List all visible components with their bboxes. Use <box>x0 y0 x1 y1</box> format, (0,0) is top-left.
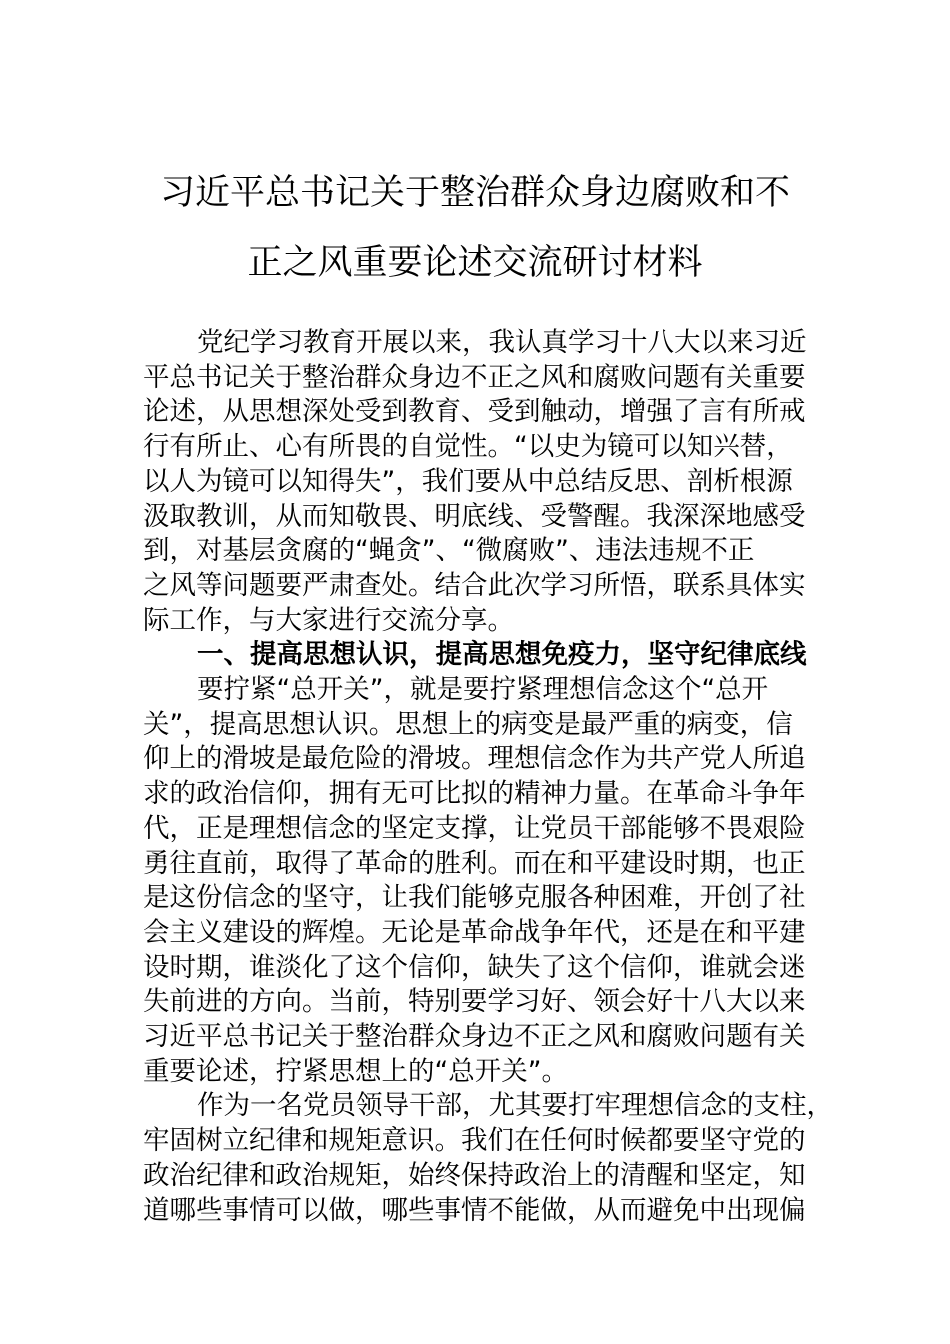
paragraph-line: 党纪学习教育开展以来，我认真学习十八大以来习近 <box>197 327 807 358</box>
paragraph-line: 牢固树立纪律和规矩意识。我们在任何时候都要坚守党的 <box>143 1125 806 1157</box>
paragraph-line: 关”，提高思想认识。思想上的病变是最严重的病变，信 <box>143 708 793 740</box>
title-line-1: 习近平总书记关于整治群众身边腐败和不 <box>159 173 790 213</box>
paragraph-line: 以人为镜可以知得失”，我们要从中总结反思、剖析根源 <box>143 465 793 497</box>
document-title <box>140 158 810 298</box>
paragraph-line: 道哪些事情可以做，哪些事情不能做，从而避免中出现偏 <box>143 1194 806 1226</box>
paragraph-line: 代，正是理想信念的坚定支撑，让党员干部能够不畏艰险 <box>143 812 806 844</box>
section-heading: 一、提高思想认识，提高思想免疫力，坚守纪律底线 <box>197 639 807 671</box>
paragraph-line: 之风等问题要严肃查处。结合此次学习所悟，联系具体实 <box>143 569 806 601</box>
paragraph-line: 到，对基层贪腐的“蝇贪”、“微腐败”、违法违规不正 <box>143 535 755 567</box>
paragraph-line: 是这份信念的坚守，让我们能够克服各种困难，开创了社 <box>143 882 806 914</box>
paragraph-line: 汲取教训，从而知敬畏、明底线、受警醒。我深深地感受 <box>143 500 806 532</box>
paragraph-line: 习近平总书记关于整治群众身边不正之风和腐败问题有关 <box>143 1021 806 1053</box>
paragraph-line: 平总书记关于整治群众身边不正之风和腐败问题有关重要 <box>143 361 806 393</box>
paragraph-line: 会主义建设的辉煌。无论是革命战争年代，还是在和平建 <box>143 916 806 948</box>
paragraph-line: 仰上的滑坡是最危险的滑坡。理想信念作为共产党人所追 <box>143 743 806 775</box>
paragraph-line: 设时期，谁淡化了这个信仰，缺失了这个信仰，谁就会迷 <box>143 951 806 983</box>
paragraph-line: 际工作，与大家进行交流分享。 <box>143 604 514 636</box>
document-body <box>143 326 833 1228</box>
paragraph-line: 求的政治信仰，拥有无可比拟的精神力量。在革命斗争年 <box>143 778 806 810</box>
paragraph-line: 论述，从思想深处受到教育、受到触动，增强了言有所戒 <box>143 396 806 428</box>
paragraph-line: 要拧紧“总开关”，就是要拧紧理想信念这个“总开 <box>197 674 769 706</box>
paragraph-line: 重要论述，拧紧思想上的“总开关”。 <box>143 1055 568 1087</box>
paragraph-line: 勇往直前，取得了革命的胜利。而在和平建设时期，也正 <box>143 847 806 879</box>
paragraph-line: 作为一名党员领导干部，尤其要打牢理想信念的支柱， <box>197 1090 833 1122</box>
paragraph-line: 政治纪律和政治规矩，始终保持政治上的清醒和坚定，知 <box>143 1159 806 1191</box>
paragraph-line: 行有所止、心有所畏的自觉性。“以史为镜可以知兴替， <box>143 431 793 463</box>
paragraph-line: 失前进的方向。当前，特别要学习好、领会好十八大以来 <box>143 986 806 1018</box>
title-line-2: 正之风重要论述交流研讨材料 <box>247 243 703 283</box>
